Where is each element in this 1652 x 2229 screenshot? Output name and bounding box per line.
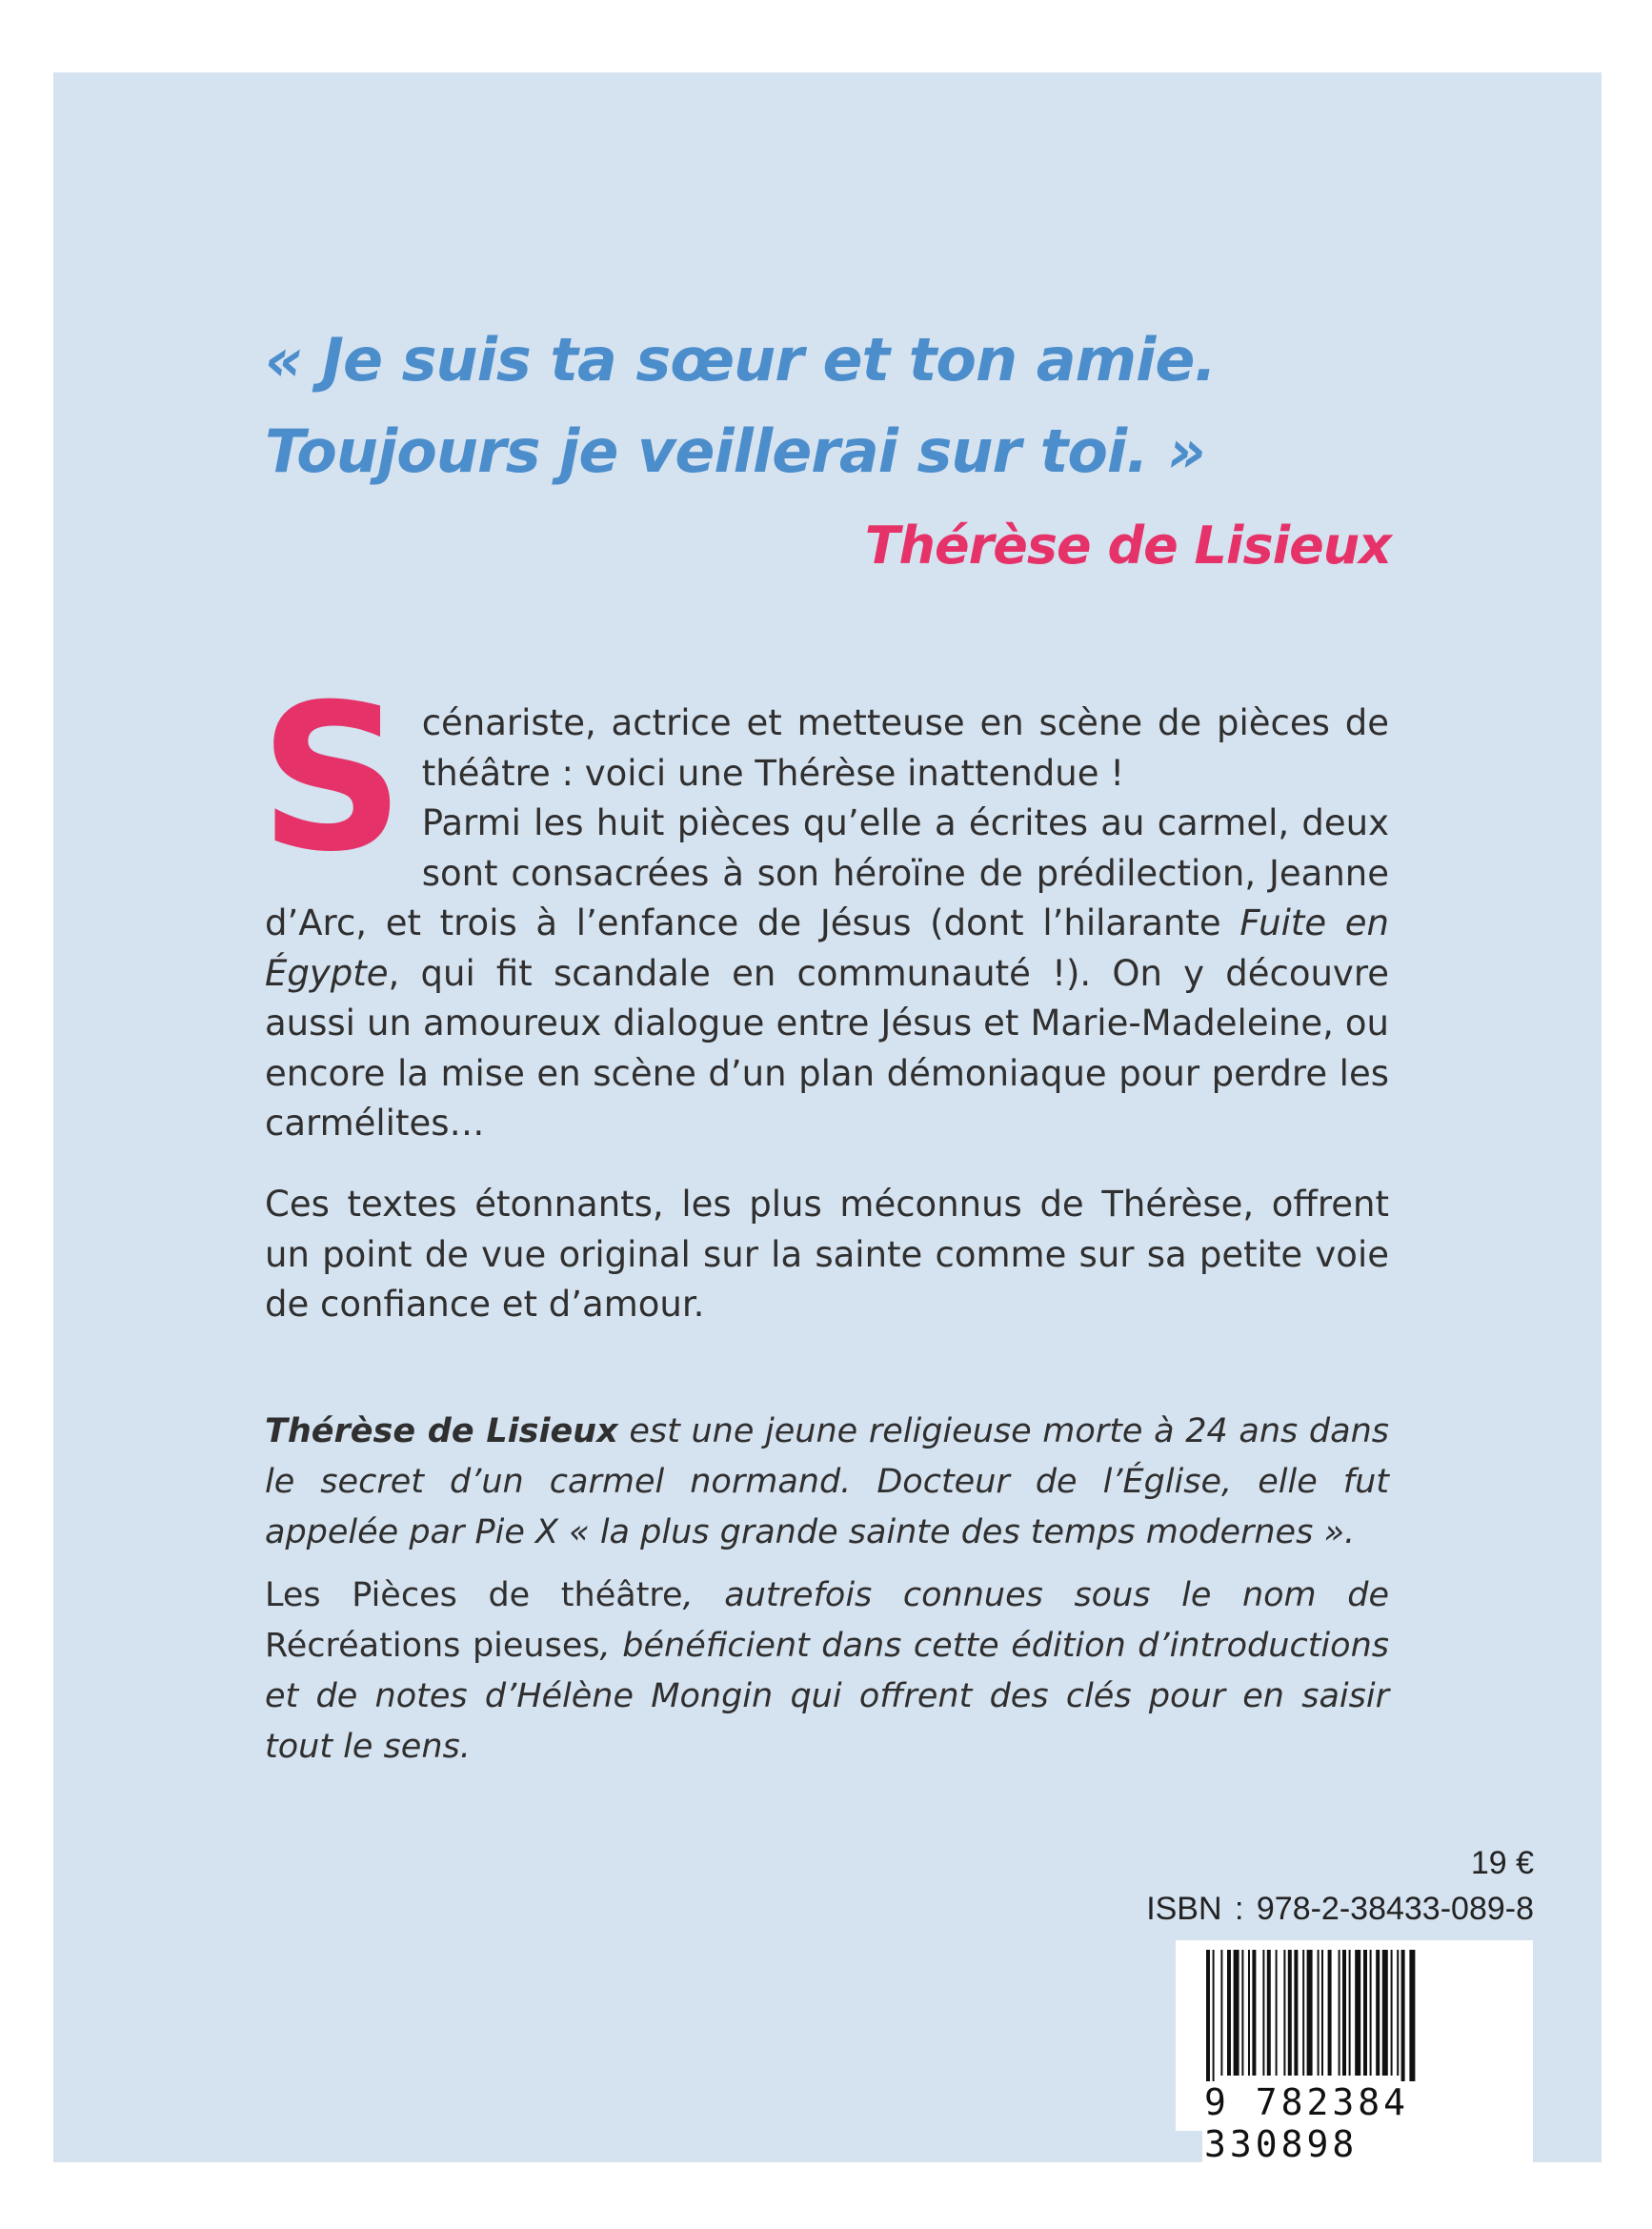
barcode-bar (1349, 1950, 1351, 2076)
barcode-bar (1234, 1950, 1239, 2076)
bio-text: est une jeune religieuse morte à 24 ans dans le secret d’un carmel normand. Docteur de l’Église, elle fut appelée par Pie X « la plus grande sainte des temps modernes ». (265, 1412, 1389, 1551)
barcode-bar (1363, 1950, 1367, 2076)
drop-cap: S (259, 660, 405, 896)
barcode-bar (1276, 1950, 1278, 2076)
barcode-bar (1328, 1950, 1332, 2076)
barcode-bar (1339, 1950, 1340, 2076)
barcode-bar (1307, 1950, 1313, 2076)
barcode-bar (1227, 1950, 1231, 2076)
barcode-bar (1302, 1950, 1304, 2076)
barcode-bar (1288, 1950, 1292, 2076)
barcode-bar (1397, 1950, 1399, 2076)
edition-note (265, 1570, 1389, 1773)
edition-title-2a: Récréations (265, 1627, 461, 1665)
barcode-bar (1213, 1950, 1215, 2083)
barcode-bar (1318, 1950, 1320, 2076)
barcode-bar (1370, 1950, 1372, 2076)
bio-name: Thérèse de Lisieux (265, 1412, 618, 1450)
barcode-bar (1283, 1950, 1285, 2076)
edition-text-1: , autrefois connues sous le nom de (682, 1576, 1389, 1614)
barcode-bar (1391, 1950, 1393, 2076)
intro-italic-title: Fuite en Égypte (265, 902, 1390, 994)
barcode (1176, 1940, 1533, 2165)
edition-title-2b: pieuses (472, 1627, 600, 1665)
intro-text-end: , qui fit scandale en communauté !). On y découvre aussi un amoureux dialogue entre Jésus et Marie-Madeleine, ou encore la mise en scène d’un plan démoniaque pour perdre les carmélites… (265, 952, 1389, 1144)
barcode-bar (1294, 1950, 1298, 2076)
edition-text-2: , bénéficient dans cette édition d’introductions et de notes d’Hélène Mongin qui offrent des clés pour en saisir tout le sens. (265, 1627, 1389, 1766)
barcode-bar (1382, 1950, 1388, 2076)
quote-author: Thérèse de Lisieux (864, 516, 1391, 576)
epigraph-quote (265, 314, 1408, 497)
barcode-bar (1342, 1950, 1346, 2076)
barcode-bar (1409, 1950, 1415, 2083)
barcode-bar (1376, 1950, 1380, 2076)
barcode-bar (1321, 1950, 1323, 2076)
barcode-bars (1187, 1950, 1521, 2083)
barcode-bar (1248, 1950, 1250, 2076)
barcode-bar (1206, 1950, 1210, 2083)
second-paragraph: Ces textes étonnants, les plus méconnus de Thérèse, offrent un point de vue original sur la sainte comme sur sa petite voie de confiance et d’amour. (265, 1184, 1389, 1325)
barcode-bar (1267, 1950, 1271, 2076)
intro-text-start: cénariste, actrice et metteuse en scène de pièces de théâtre : voici une Thérèse inattendue ! (421, 702, 1389, 794)
isbn-label: ISBN : 978-2-38433-089-8 (1146, 1891, 1534, 1927)
quote-line-1: « Je suis ta sœur et ton amie. (265, 325, 1216, 395)
barcode-bar (1252, 1950, 1256, 2076)
intro-text-cont: Parmi les huit pièces qu’elle a écrites au carmel, deux sont consacrées à son héroïne de prédilection, Jeanne d’Arc, et trois à l’enfance de Jésus (dont l’hilarante (265, 802, 1389, 943)
barcode-bar (1262, 1950, 1264, 2076)
barcode-bar (1355, 1950, 1360, 2076)
author-bio (265, 1407, 1389, 1558)
price-label: 19 € (1470, 1845, 1534, 1881)
edition-title-1: Les Pièces de théâtre (265, 1576, 683, 1614)
quote-line-2: Toujours je veillerai sur toi. » (265, 416, 1205, 486)
barcode-bar (1241, 1950, 1243, 2076)
intro-paragraph (259, 660, 1390, 1149)
barcode-bar (1401, 1950, 1405, 2083)
barcode-number: 9 782384 330898 (1202, 2081, 1533, 2165)
barcode-bar (1220, 1950, 1222, 2076)
